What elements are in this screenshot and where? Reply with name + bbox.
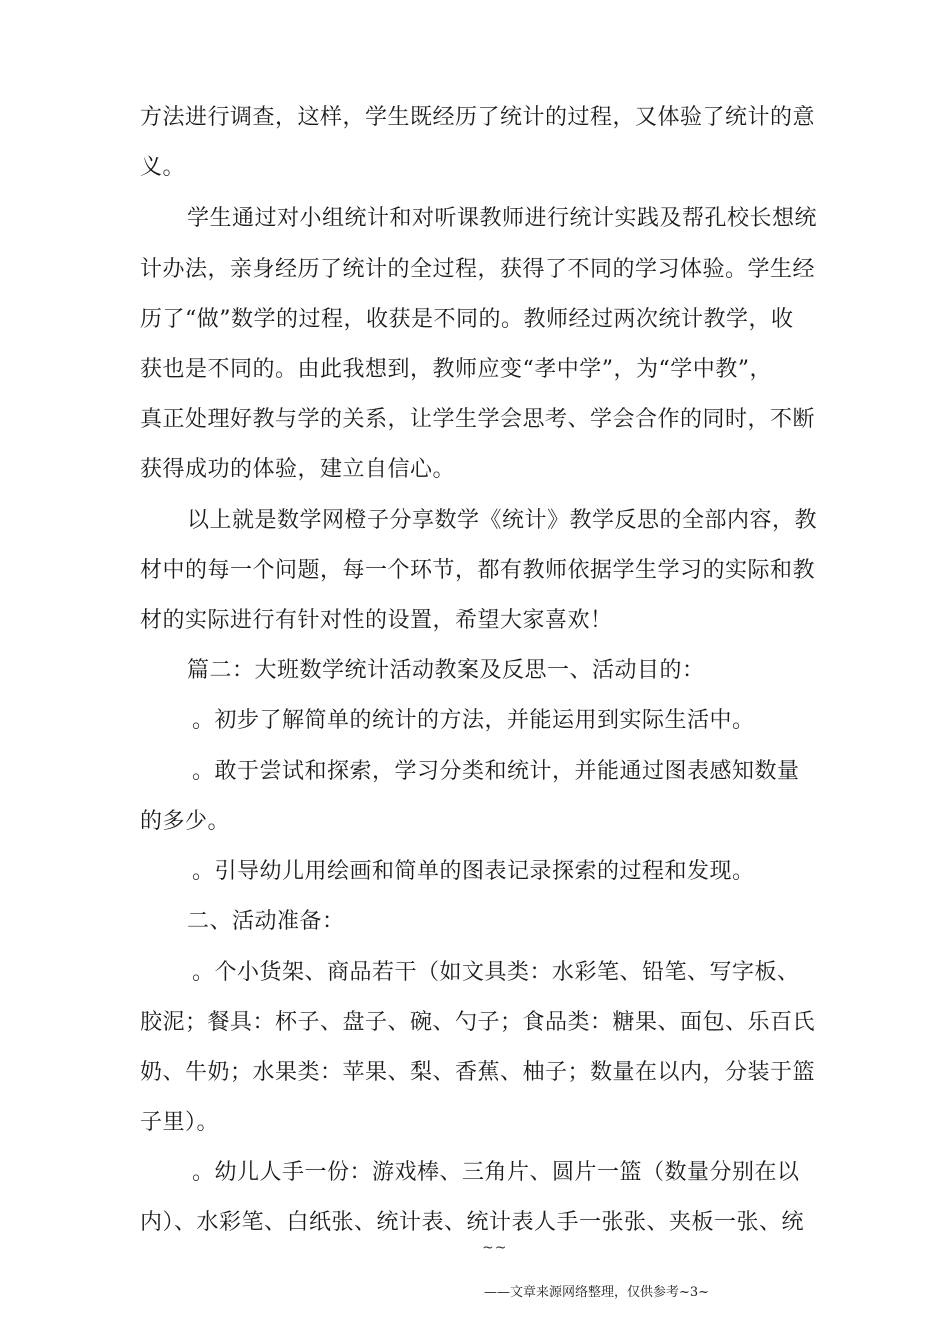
list-item: 。引导幼儿用绘画和简单的图表记录探索的过程和发现。 [192,859,755,884]
section-heading: 二、活动准备： [187,909,345,934]
paragraph-line: 内）、水彩笔、白纸张、统计表、统计表人手一张张、夹板一张、统 [140,1210,805,1235]
paragraph-line: 材的实际进行有针对性的设置，希望大家喜欢！ [140,608,613,633]
paragraph-line: 奶、牛奶；水果类：苹果、梨、香蕉、柚子；数量在以内，分装于篮 [140,1060,816,1085]
list-item: 。个小货架、商品若干（如文具类：水彩笔、铅笔、写字板、 [192,960,800,985]
list-item: 。初步了解简单的统计的方法，并能运用到实际生活中。 [192,708,755,733]
paragraph-line: 计办法，亲身经历了统计的全过程，获得了不同的学习体验。学生经 [140,257,816,282]
list-item: 。敢于尝试和探索，学习分类和统计，并能通过图表感知数量 [192,759,800,784]
paragraph-line: 胶泥；餐具：杯子、盘子、碗、勺子；食品类：糖果、面包、乐百氏 [140,1010,816,1035]
section-heading: 篇二：大班数学统计活动教案及反思一、活动目的： [187,658,705,683]
footer-source-note: ——文章来源网络整理，仅供参考~3~ [484,1285,710,1300]
paragraph-line: 真正处理好教与学的关系，让学生学会思考、学会合作的同时，不断 [140,407,816,432]
paragraph-line: 子里）。 [140,1110,220,1135]
paragraph-line: 历了“做”数学的过程，收获是不同的。教师经过两次统计教学，收 [140,307,794,332]
list-item: 。幼儿人手一份：游戏棒、三角片、圆片一篮（数量分别在以 [192,1160,800,1185]
paragraph-line: 获得成功的体验，建立自信心。 [140,457,456,482]
paragraph-line: 的多少。 [140,809,231,834]
paragraph-line: 以上就是数学网橙子分享数学《统计》教学反思的全部内容，教 [187,508,818,533]
footer-mark: ~~ [482,1240,508,1256]
paragraph-line: 方法进行调查，这样，学生既经历了统计的过程，又体验了统计的意 [140,105,816,130]
paragraph-line: 学生通过对小组统计和对听课教师进行统计实践及帮孔校长想统 [187,206,818,231]
paragraph-line: 材中的每一个问题，每一个环节，都有教师依据学生学习的实际和教 [140,558,816,583]
paragraph-line: 获也是不同的。由此我想到，教师应变“孝中学”，为“学中教”， [140,357,772,382]
paragraph-line: 义。 [140,155,186,180]
